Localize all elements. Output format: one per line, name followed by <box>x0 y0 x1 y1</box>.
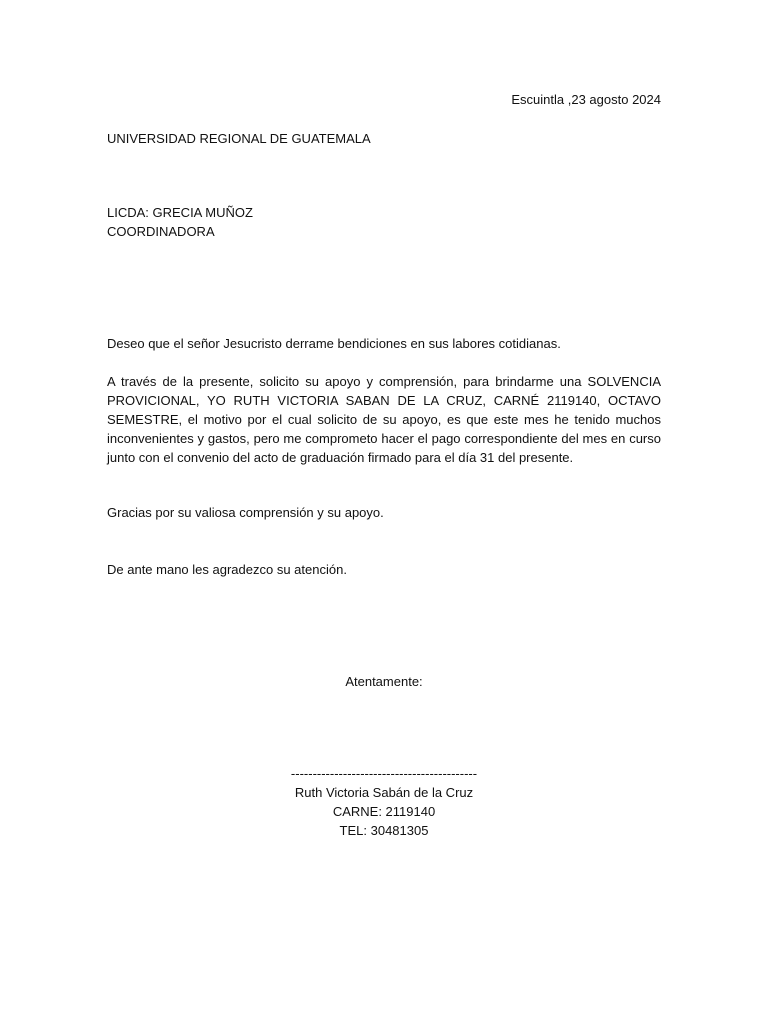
place-date: Escuintla ,23 agosto 2024 <box>511 92 661 107</box>
recipient-name: LICDA: GRECIA MUÑOZ <box>107 205 253 220</box>
thanks-paragraph: Gracias por su valiosa comprensión y su apoyo. <box>107 505 384 520</box>
closing-salutation: Atentamente: <box>345 674 423 689</box>
request-paragraph: A través de la presente, solicito su apoyo y comprensión, para brindarme una SOLVENCIA PROVICIONAL, YO RUTH VICTORIA SABAN DE LA CRUZ, CARNÉ 2119140, OCTAVO SEMESTRE, el motivo por el cual solicito de su apoyo, es que este mes he tenido muchos inconvenientes y gastos, pero me comprometo hacer el pago correspondiente del mes en curso junto con el convenio del acto de graduación firmado para el día 31 del presente. <box>107 374 661 465</box>
recipient-title: COORDINADORA <box>107 224 215 239</box>
signer-carne: CARNE: 2119140 <box>332 804 436 819</box>
signer-phone: TEL: 30481305 <box>339 823 429 838</box>
signature-line: ------------------------------------------- <box>290 766 478 781</box>
advance-thanks-paragraph: De ante mano les agradezco su atención. <box>107 562 347 577</box>
greeting-paragraph: Deseo que el señor Jesucristo derrame bendiciones en sus labores cotidianas. <box>107 336 561 351</box>
signature-block <box>0 764 768 840</box>
recipient-block <box>107 203 253 241</box>
institution-name: UNIVERSIDAD REGIONAL DE GUATEMALA <box>107 131 371 146</box>
signer-name: Ruth Victoria Sabán de la Cruz <box>294 785 474 800</box>
